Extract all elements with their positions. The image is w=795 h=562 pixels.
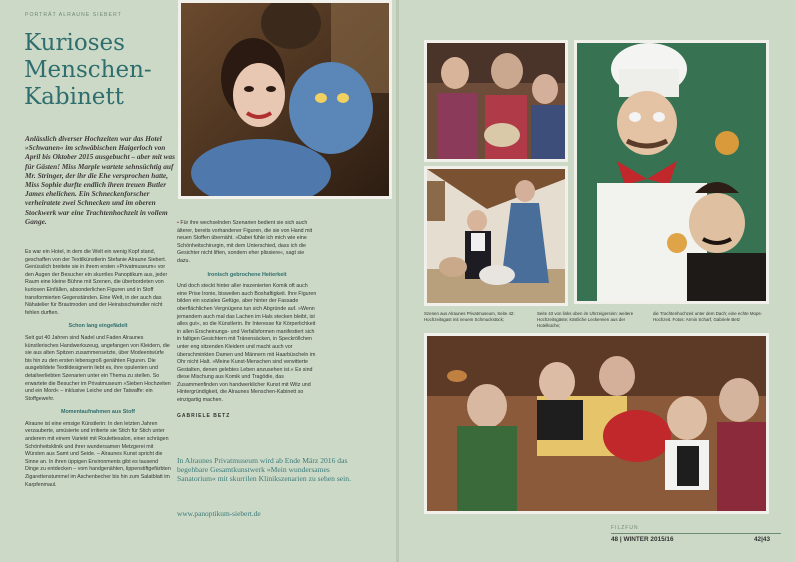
title-line-1: Kurioses — [24, 30, 125, 56]
photo-wedding-guests — [424, 40, 568, 162]
photo-hotel-chef — [574, 40, 769, 304]
col1-paragraph-1: Es war ein Hotel, in dem die Welt ein wenig Kopf stand, geschaffen von der Textilkünstlerin Stefanie Alraune Siebert. Genüsslich breitete sie in ihrem ersten »Privatmuseum« vor den Augen der Besucher ein skurriles Panoptikum aus, jeder Raum eine kleine Bühne mit Szenen, die überbordeten von kuriosen Einfällen, absonderlichen Figuren und in Stoff transformierten Gegenständen. Eine Welt, in der auch das Nähatelier für Brautmoden und der Heiratsschwindler nicht fehlen durften. — [25, 249, 168, 316]
col2-paragraph-1: Für ihre wechselnden Szenarien bedient sie sich auch älterer, bereits vorhandener Figuren, die sie von Hand mit neuen Stoffen übernäht. »Dabei fühle ich mich wie eine Schönheitschirurgin, mit dem Unterschied, dass ich die Gesichter nicht liften, sondern eher plissiere«, sagt sie dazu. — [177, 220, 313, 264]
caption-3: die Trachtenhochzeit unter dem Dach; eine echte Mops-Hochzeit. Fotos: Armin Scharf, Gabriele Betz — [653, 311, 763, 322]
caption-1: Szenen aus Alraunes Privatmuseum, Seite 42: Hochzeitsgast mit neuem Schmuckstück; — [424, 311, 515, 322]
col2-subhead-1: Ironisch gebrochene Heiterkeit — [207, 271, 287, 278]
left-page — [0, 0, 396, 562]
photo-costume-wedding — [424, 333, 769, 514]
col1-subhead-2: Momentaufnahmen aus Stoff — [61, 409, 135, 416]
photo-puppet-blue-fur — [178, 0, 392, 199]
paragraph-marker: ▪ — [177, 220, 181, 226]
col1-paragraph-3: Alraune ist eine emsige Künstlerin: In den letzten Jahren verzauberte, amüsierte und irritierte sie Stich für Stich unter anderem mit einem Varieté mit Roulettesalon, einer schrägen Schönheitsklinik und ihrer wundersamen Metzgerei mit Würsten aus Samt und Seide. – Alraunes Kunst spricht die Sinne an. In ihren üppigen Environments gibt es tausend Dinge zu entdecken – vom handgenähten, lippenstiftgefärbten Zigarettenstummel im Aschenbecher bis hin zum Salatblatt im Karpfenmaul. — [25, 420, 171, 488]
page-numbers: 42|43 — [754, 536, 771, 543]
author-byline: GABRIELE BETZ — [177, 412, 231, 419]
title-line-2: Menschen- — [24, 57, 152, 83]
col1-subhead-1: Schon lang eingefädelt — [68, 323, 128, 330]
col1-paragraph-2: Seit gut 40 Jahren sind Nadel und Faden Alraunes künstlerisches Handwerkszeug, angefangen von Kleidern, die sie aus alten Spitzen zusammensetzte, über Modeentwürfe bis hin zu den ersten lebensgroß genähten Figuren. Die ausgebildete Textildesignerin liebt es, ihre opulenten und detailverliebten Szenarien unter ein Thema zu stellen. So erwartete die Besucher im Privatmuseum »Sieben Hochzeiten und ein Mord« – inklusive Leiche und der Tatwaffe: ein Stoffgewehr. — [25, 334, 171, 402]
section-kicker: PORTRÄT ALRAUNE SIEBERT — [25, 12, 122, 18]
lead-paragraph: Anlässlich diverser Hochzeiten war das Hotel »Schwanen« im schwäbischen Haigerloch von April bis Oktober 2015 ausgebucht – aber mit was für Gästen! Miss Marple wartete sehnsüchtig auf Mr. Stringer, der ihr die Ehe versprochen hatte, Miss Sophie durfte endlich ihren treuen Butler James ehelichen. Ein Schneckenforscher verheiratete zwei Schnecken und im oberen Stockwerk war eine Trachtenhochzeit in vollem Gange. — [25, 134, 176, 226]
column-2 — [177, 220, 317, 420]
footer-divider — [611, 533, 781, 534]
photo-pug-wedding — [424, 166, 568, 306]
pull-quote: In Alraunes Privatmuseum wird ab Ende März 2016 das begehbare Gesamtkunstwerk »Mein wundersames Sanatorium« mit skurrilen Klinikszenarien zu sehen sein. — [177, 456, 351, 484]
issue-info: 48 | WINTER 2015/16 — [611, 536, 674, 543]
caption-2: Seite 43 von links oben im Uhrzeigersinn: weitere Hochzeitsgäste; köstliche Leckereien aus der Hotelküche; — [537, 311, 634, 328]
magazine-name: FILZFUN — [611, 525, 639, 531]
right-page — [399, 0, 795, 562]
photo-illustration — [181, 3, 389, 196]
col2-paragraph-2: Und doch steckt hinter aller inszenierten Komik oft auch eine Prise Ironie, bisweilen auch Boshaftigkeit. Ihre Figuren bilden ein soziales Gefüge, aber hinter der Fassade oberflächlichen Vergnügens tun sich Abgründe auf. »Wenn jemandem auch mal das Lachen im Hals stecken bleibt, ist alles gut«, so die Künstlerin. Ihr Interesse für Körperlichkeit in allen Erscheinungs- und Verfallsformen manifestiert sich in faltigen Gesichtern mit Tränensäcken, in Speckröllchen unter eng sitzenden Kleidern und macht auch vor überschminkten Damen und Männern mit Haarbüscheln im Ohr nicht Halt. »Meine Kunst-Menschen sind verwitterte Gestalten, denen gelebtes Leben anzusehen ist.« Es sind diese Mischung aus Komik und Tragödie, das Zusammenfinden von handwerklicher Kunst mit Witz und Hintergründigkeit, die Alraunes Menschen-Kabinett so einzigartig machen. — [177, 283, 317, 404]
article-title — [24, 30, 174, 111]
title-line-3: Kabinett — [24, 84, 124, 110]
column-1 — [25, 249, 171, 489]
website-link[interactable]: www.panoptikum-siebert.de — [177, 509, 261, 518]
